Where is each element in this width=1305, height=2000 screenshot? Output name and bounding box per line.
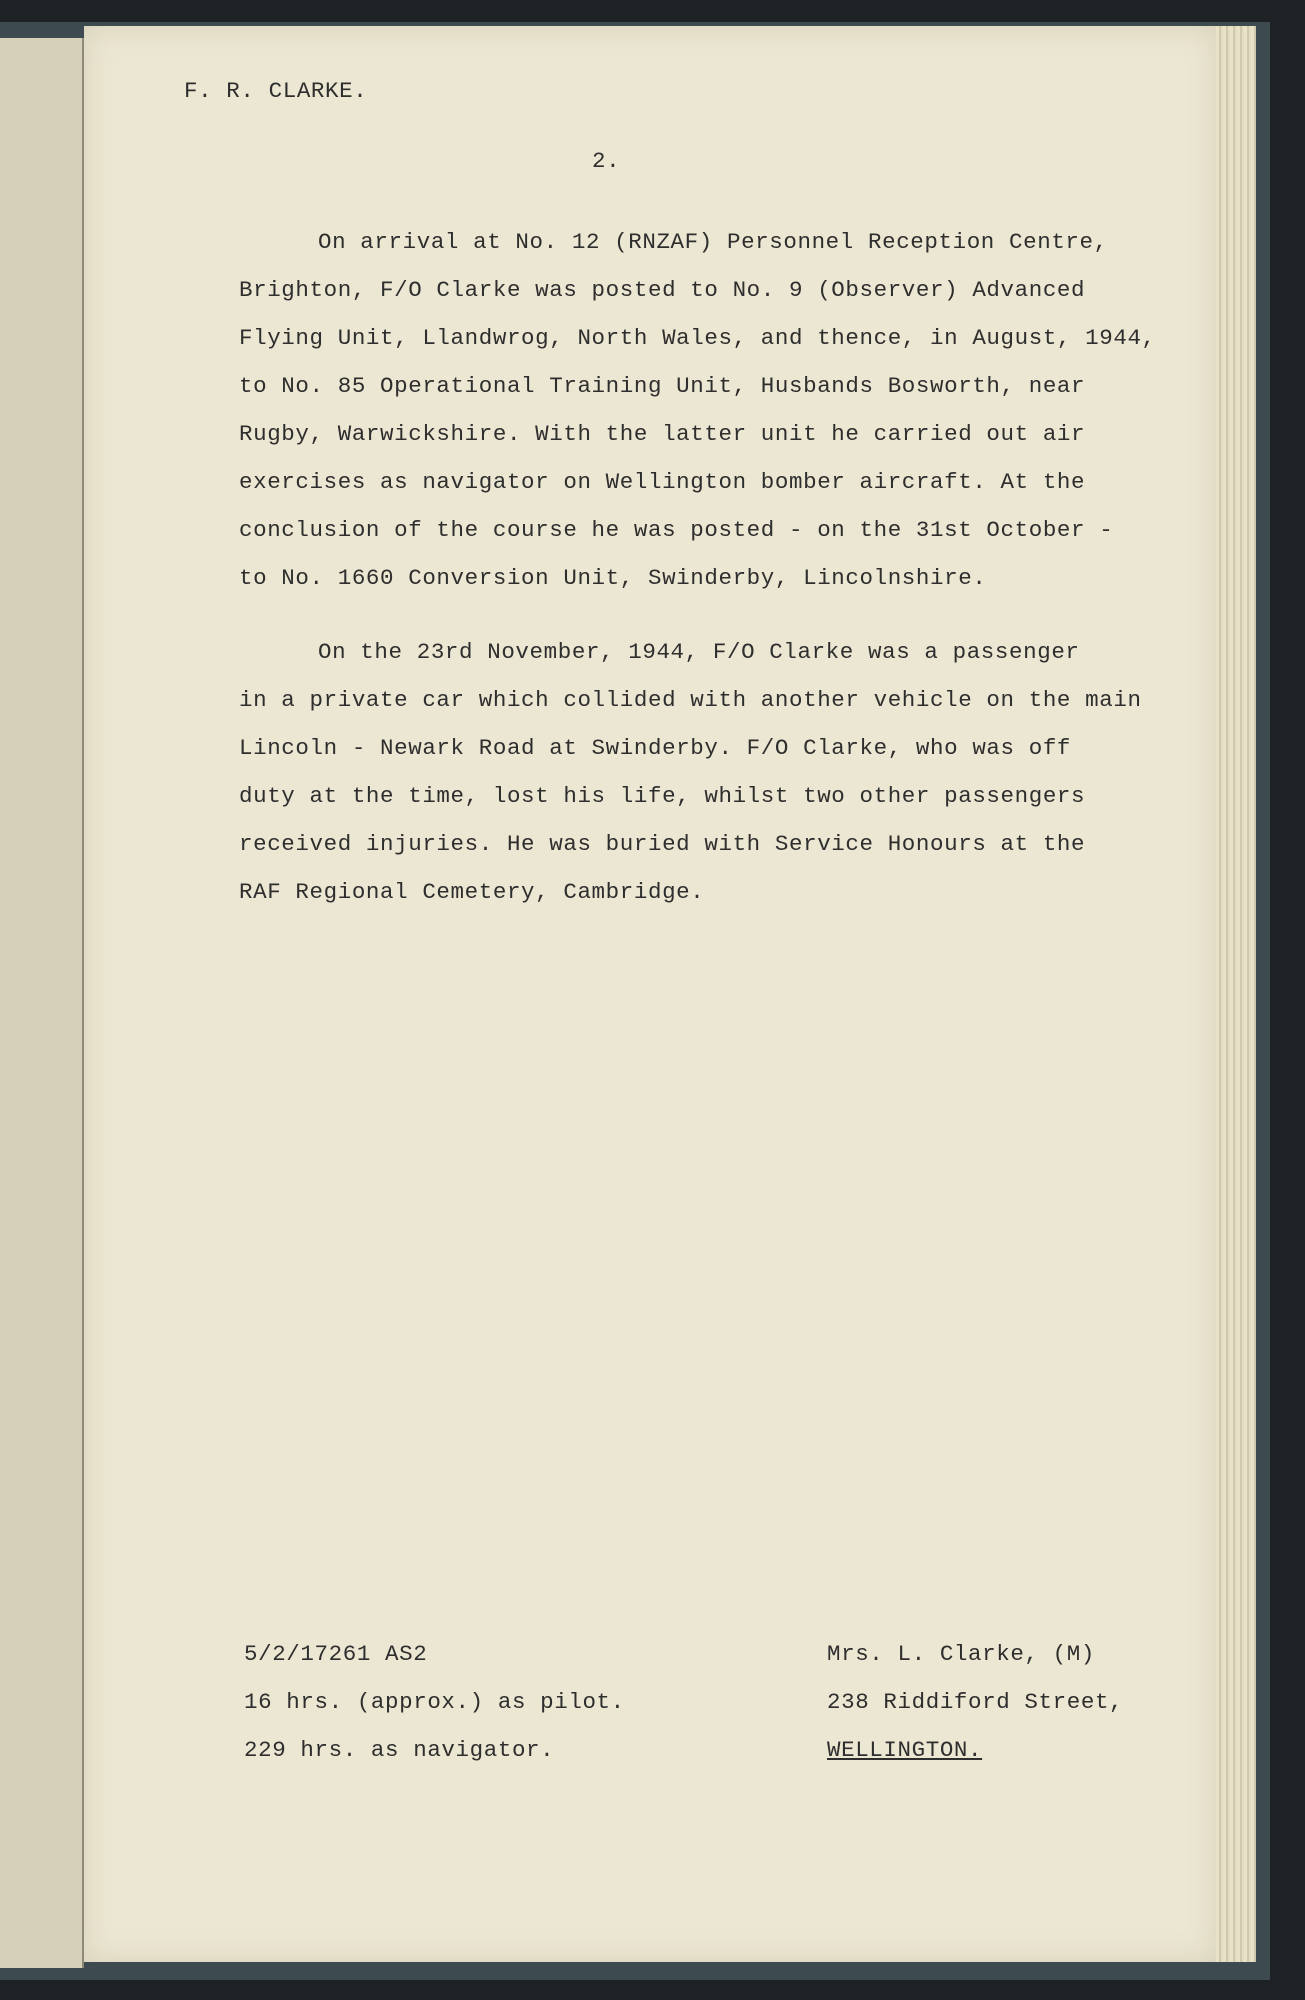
facing-page-edge xyxy=(0,38,84,1968)
text-line: On the 23rd November, 1944, F/O Clarke was a passenger xyxy=(318,639,1080,665)
text-line: in a private car which collided with another vehicle on the main xyxy=(239,687,1142,713)
text-line: On arrival at No. 12 (RNZAF) Personnel Reception Centre, xyxy=(318,229,1108,255)
kin-name: Mrs. L. Clarke, (M) xyxy=(827,1641,1095,1667)
text-line: received injuries. He was buried with Service Honours at the xyxy=(239,831,1086,857)
text-line: exercises as navigator on Wellington bomber aircraft. At the xyxy=(239,469,1086,495)
header-name: F. R. CLARKE. xyxy=(184,78,368,104)
kin-street: 238 Riddiford Street, xyxy=(827,1689,1124,1715)
file-reference: 5/2/17261 AS2 xyxy=(244,1641,428,1667)
navigator-hours: 229 hrs. as navigator. xyxy=(244,1737,555,1763)
text-line: to No. 1660 Conversion Unit, Swinderby, Lincolnshire. xyxy=(239,565,987,591)
text-line: Flying Unit, Llandwrog, North Wales, and thence, in August, 1944, xyxy=(239,325,1156,351)
page-number: 2. xyxy=(592,148,621,174)
text-line: to No. 85 Operational Training Unit, Husbands Bosworth, near xyxy=(239,373,1086,399)
page-stack-edges xyxy=(1216,26,1256,1962)
text-line: RAF Regional Cemetery, Cambridge. xyxy=(239,879,705,905)
text-line: Brighton, F/O Clarke was posted to No. 9 (Observer) Advanced xyxy=(239,277,1086,303)
text-line: Lincoln - Newark Road at Swinderby. F/O Clarke, who was off xyxy=(239,735,1072,761)
pilot-hours: 16 hrs. (approx.) as pilot. xyxy=(244,1689,625,1715)
text-line: conclusion of the course he was posted - on the 31st October - xyxy=(239,517,1114,543)
kin-city: WELLINGTON. xyxy=(827,1737,983,1763)
text-line: duty at the time, lost his life, whilst two other passengers xyxy=(239,783,1086,809)
text-line: Rugby, Warwickshire. With the latter unit he carried out air xyxy=(239,421,1086,447)
document-page xyxy=(84,26,1216,1962)
